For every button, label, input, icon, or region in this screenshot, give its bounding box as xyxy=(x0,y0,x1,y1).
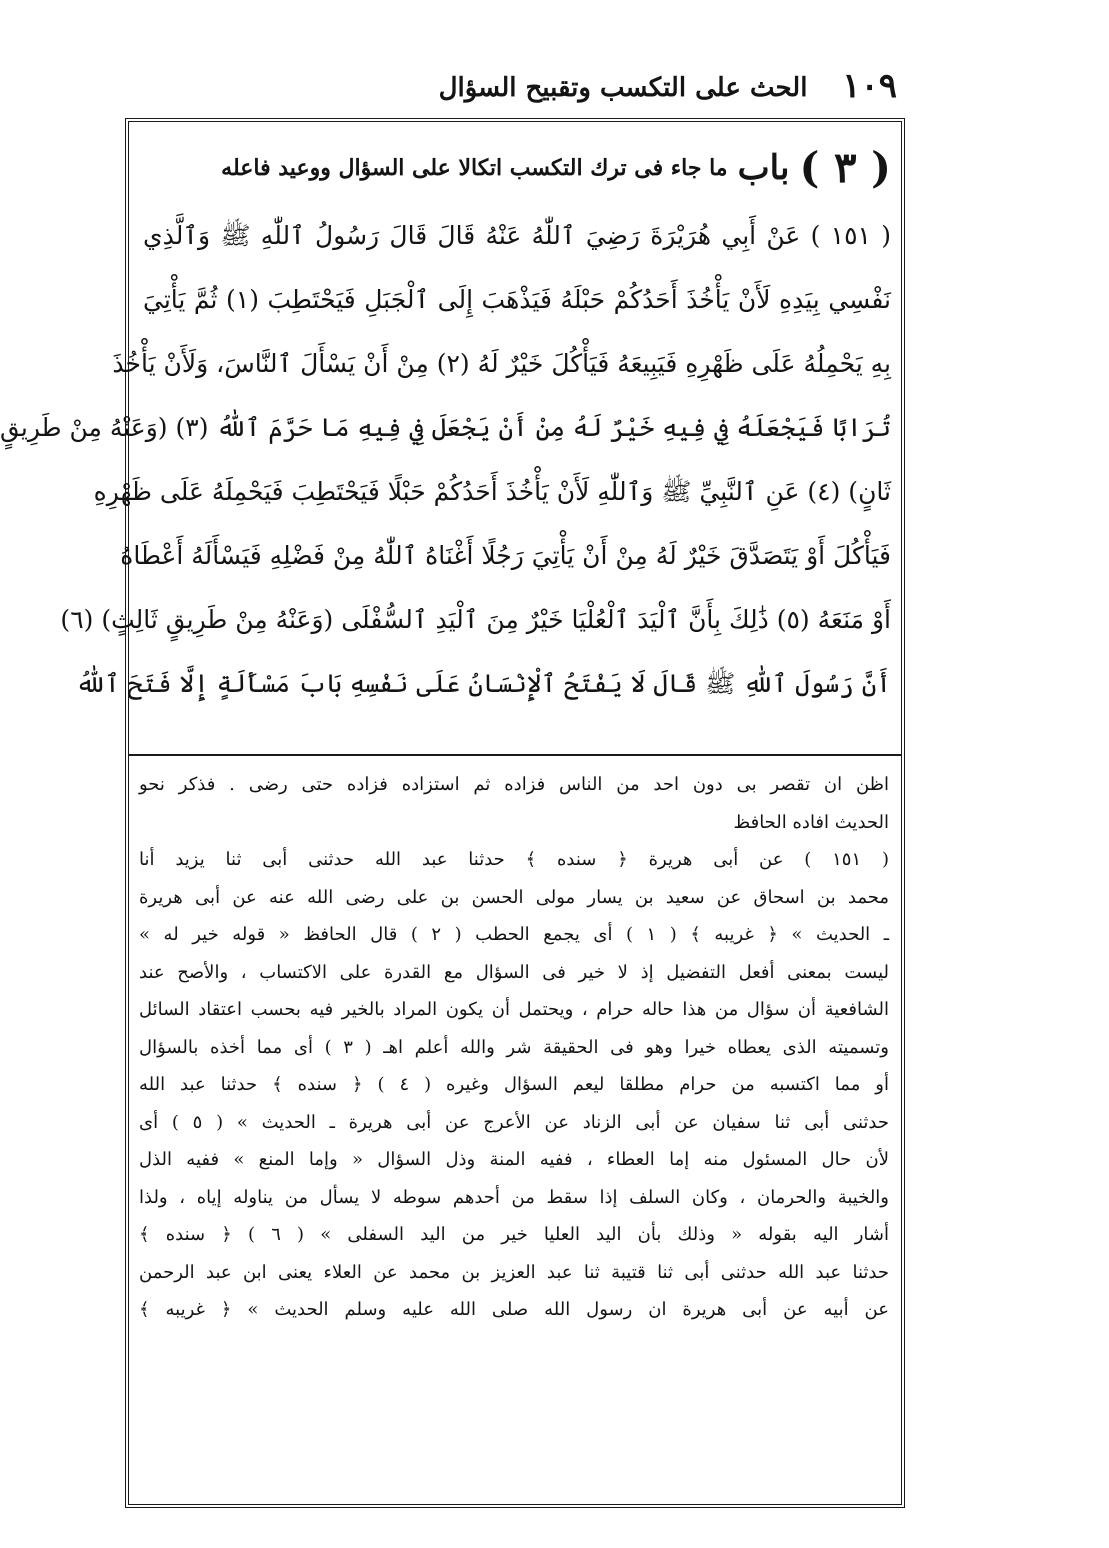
hadith-line: أَوْ مَنَعَهُ (٥) ذَٰلِكَ بِأَنَّ ٱلْيَدَ ٱلْعُلْيَا خَيْرٌ مِنَ ٱلْيَدِ ٱلسُّفْلَى (وَعَنْهُ مِنْ طَرِيقٍ ثَالِثٍ) (٦) xyxy=(60,605,891,634)
commentary-line: ـ الحديث » ﴿ غريبه ﴾ ( ١ ) أى يجمع الحطب ( ٢ ) قال الحافظ « قوله خير له » xyxy=(139,924,889,945)
commentary-line: اظن ان تقصر بى دون احد من الناس فزاده ثم استزاده فزاده حتى رضى . فذكر نحو xyxy=(139,774,889,795)
commentary-line: أشار اليه بقوله « وذلك بأن اليد العليا خير من اليد السفلى » ( ٦ ) ﴿ سنده ﴾ xyxy=(139,1224,889,1245)
commentary-line: محمد بن اسحاق عن سعيد بن يسار مولى الحسن بن على رضى الله عنه عن أبى هريرة xyxy=(139,886,889,908)
page-number: ١٠٩ xyxy=(842,66,897,106)
commentary-section xyxy=(129,766,901,1329)
chapter-heading xyxy=(143,140,891,196)
commentary-line: والخيبة والحرمان ، وكان السلف إذا سقط من أحدهم سوطه لا يسأل من يناوله إياه ، ولذا xyxy=(139,1186,889,1208)
hadith-line: فَيَأْكُلَ أَوْ يَتَصَدَّقَ خَيْرٌ لَهُ مِنْ أَنْ يَأْتِيَ رَجُلًا أَغْنَاهُ ٱللّٰهُ مِنْ فَضْلِهِ فَيَسْأَلَهُ أَعْطَاهُ xyxy=(120,541,891,570)
page-frame xyxy=(0,118,905,1508)
commentary-line: حدثنا عبد الله حدثنى أبى ثنا قتيبة ثنا عبد العزيز بن محمد عن العلاء يعنى ابن عبد الرحمن xyxy=(139,1261,889,1283)
hadith-line: ( ١٥١ ) عَنْ أَبِي هُرَيْرَةَ رَضِيَ ٱللّٰهُ عَنْهُ قَالَ قَالَ رَسُولُ ٱللّٰهِ ﷺ وَٱلَّذِي xyxy=(143,221,892,250)
chapter-number: ( ٣ ) xyxy=(799,143,891,192)
hadith-line: ثَانٍ) (٤) عَنِ ٱلنَّبِيِّ ﷺ وَٱللّٰهِ لَأَنْ يَأْخُذَ أَحَدُكُمْ حَبْلًا فَيَحْتَطِبَ فَيَحْمِلَهُ عَلَى ظَهْرِهِ xyxy=(93,477,891,506)
chapter-bab-label: باب xyxy=(737,148,790,188)
commentary-line: لأن حال المسئول منه إما العطاء ، ففيه المنة وذل السؤال « وإما المنع » ففيه الذل xyxy=(139,1149,889,1170)
commentary-line: ( ١٥١ ) عن أبى هريرة ﴿ سنده ﴾ حدثنا عبد الله حدثنى أبى ثنا يزيد أنا xyxy=(139,849,889,870)
commentary-line: عن أبيه عن أبى هريرة ان رسول الله صلى الله عليه وسلم الحديث » ﴿ غريبه ﴾ xyxy=(139,1299,889,1320)
running-header: الحث على التكسب وتقبيح السؤال xyxy=(438,73,808,103)
commentary-line: حدثنى أبى ثنا سفيان عن أبى الزناد عن الأعرج عن أبى هريرة ـ الحديث » ( ٥ ) أى xyxy=(139,1111,889,1133)
commentary-line: الشافعية أن سؤال من هذا حاله حرام ، ويحتمل أن يكون المراد بالخير فيه بحسب اعتقاد السائل xyxy=(139,999,889,1020)
commentary-line: وتسميته الذى يعطاه خيرا وهو فى الحقيقة شر والله أعلم اهـ ( ٣ ) أى مما أخذه بالسؤال xyxy=(139,1036,889,1058)
commentary-line: الحديث افاده الحافظ xyxy=(733,811,889,833)
hadith-line: أَنَّ رَسُولَ ٱللّٰهِ ﷺ قَالَ لَا يَفْتَحُ ٱلْإِنْسَانُ عَلَى نَفْسِهِ بَابَ مَسْأَلَةٍ إِلَّا فَتَحَ ٱللّٰهُ xyxy=(75,669,891,698)
chapter-title: ما جاء فى ترك التكسب اتكالا على السؤال ووعيد فاعله xyxy=(221,155,728,181)
hadith-line: نَفْسِي بِيَدِهِ لَأَنْ يَأْخُذَ أَحَدُكُمْ حَبْلَهُ فَيَذْهَبَ إِلَى ٱلْجَبَلِ فَيَحْتَطِبَ (١) ثُمَّ يَأْتِيَ xyxy=(143,285,891,314)
commentary-line: أو مما اكتسبه من حرام مطلقا ليعم السؤال وغيره ( ٤ ) ﴿ سنده ﴾ حدثنا عبد الله xyxy=(139,1074,889,1095)
commentary-line: ليست بمعنى أفعل التفضيل إذ لا خير فى السؤال مع القدرة على الاكتساب ، والأصح عند xyxy=(139,961,889,983)
section-divider xyxy=(129,754,901,756)
hadith-line: بِهِ يَحْمِلُهُ عَلَى ظَهْرِهِ فَيَبِيعَهُ فَيَأْكُلَ خَيْرٌ لَهُ (٢) مِنْ أَنْ يَسْأَلَ ٱلنَّاسَ، وَلَأَنْ يَأْخُذَ xyxy=(112,349,891,378)
hadith-line: تُرَابًا فَيَجْعَلَهُ فِي فِيهِ خَيْرٌ لَهُ مِنْ أَنْ يَجْعَلَ فِي فِيهِ مَا حَرَّمَ ٱللّٰهُ (٣) (وَعَنْهُ مِنْ طَرِيقٍ xyxy=(0,413,891,442)
hadith-section xyxy=(0,122,901,742)
